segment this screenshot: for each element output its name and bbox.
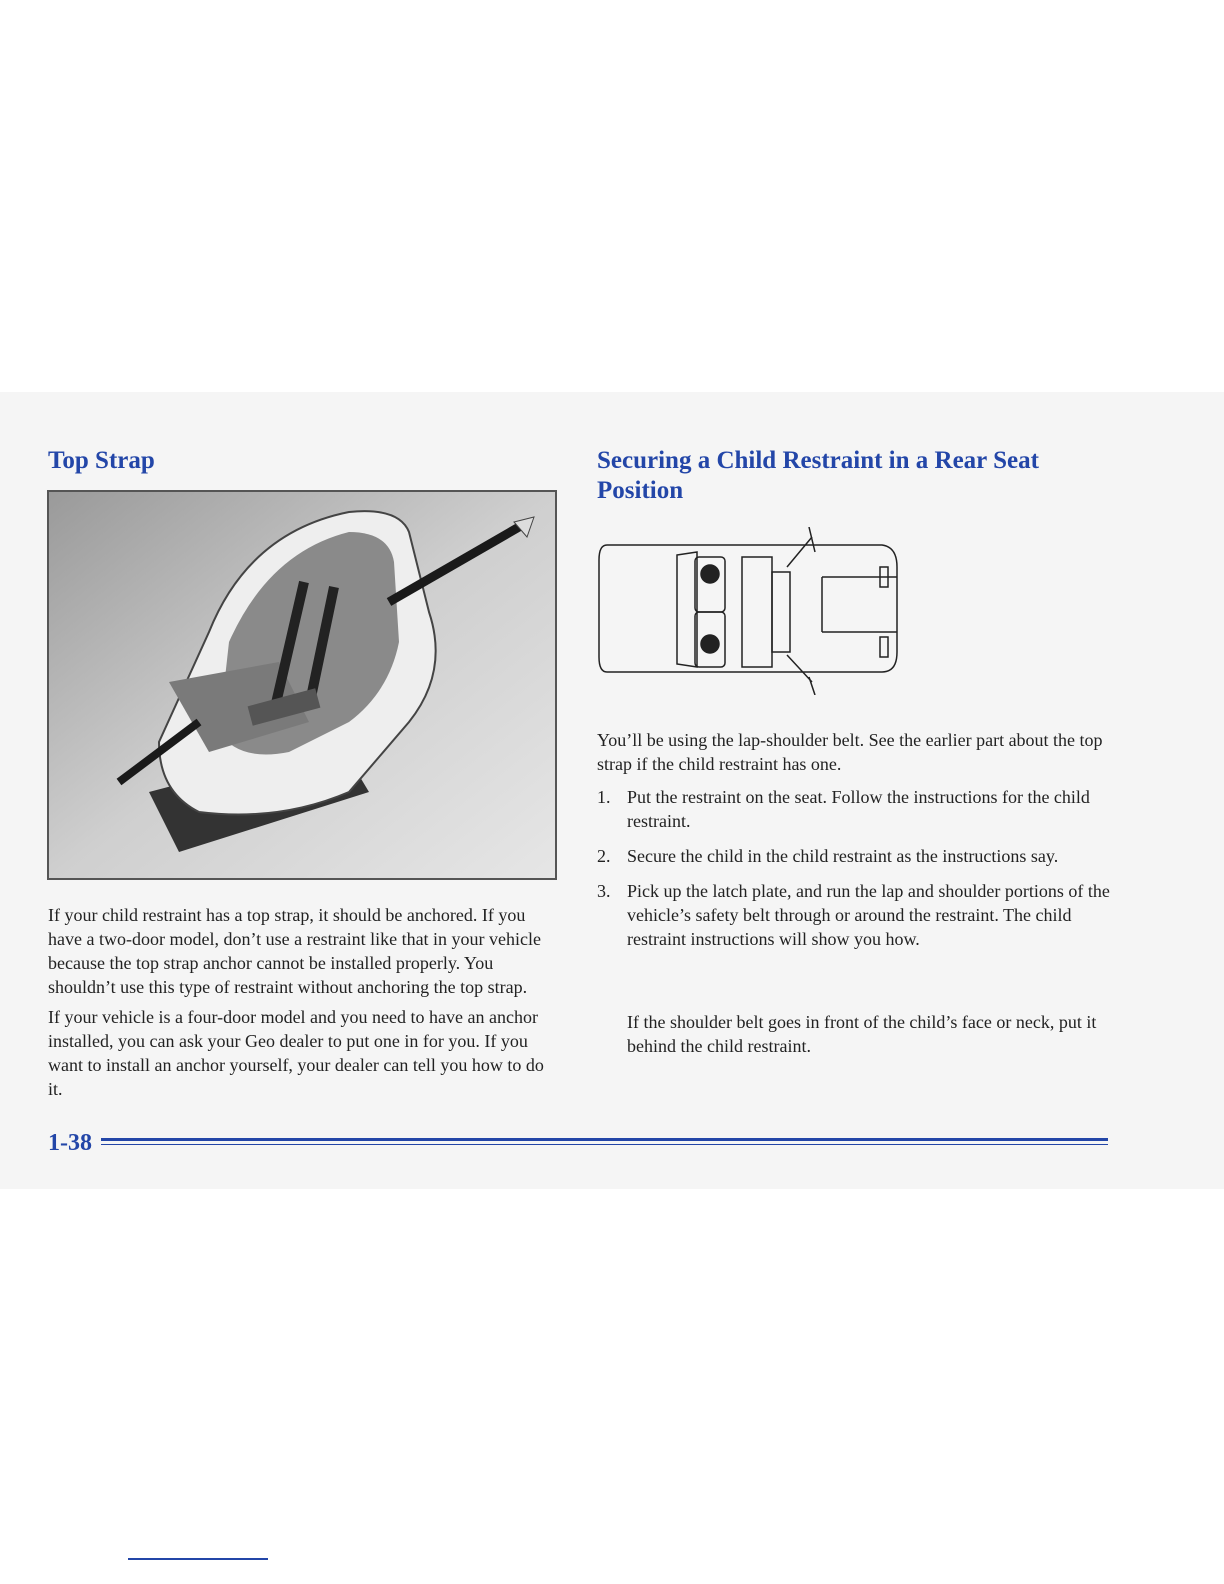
child-seat-illustration — [47, 490, 557, 880]
bottom-link-underline — [128, 1558, 268, 1560]
steps-list — [597, 785, 1117, 962]
page-number: 1-38 — [48, 1130, 92, 1156]
vehicle-seat-position-diagram — [597, 527, 907, 695]
lap-shoulder-intro: You’ll be using the lap-shoulder belt. See the earlier part about the top strap if the child restraint has one. — [597, 730, 1103, 774]
list-item — [597, 785, 1117, 833]
footer-rule-thin — [101, 1144, 1108, 1145]
step-text: Pick up the latch plate, and run the lap and shoulder portions of the vehicle’s safety belt through or around the restraint. The child restraint instructions will show you how. — [627, 881, 1110, 949]
step-text: Put the restraint on the seat. Follow the instructions for the child restraint. — [627, 787, 1090, 831]
step-number: 1. — [597, 787, 611, 807]
list-item — [597, 844, 1117, 868]
top-strap-paragraph-2: If your vehicle is a four-door model and you need to have an anchor installed, you can ask your Geo dealer to put one in for you. If you want to install an anchor yourself, your dealer can tell you how to do it. — [48, 1007, 544, 1099]
step-text: Secure the child in the child restraint as the instructions say. — [627, 846, 1059, 866]
securing-rear-seat-heading: Securing a Child Restraint in a Rear Seat Position — [597, 447, 1039, 504]
top-strap-heading: Top Strap — [48, 447, 155, 474]
shoulder-belt-note: If the shoulder belt goes in front of the child’s face or neck, put it behind the child restraint. — [627, 1012, 1097, 1056]
list-item — [597, 879, 1117, 951]
top-strap-paragraph-1: If your child restraint has a top strap, it should be anchored. If you have a two-door model, don’t use a restraint like that in your vehicle because the top strap anchor cannot be installed properly. You shouldn’t use this type of restraint without anchoring the top strap. — [48, 905, 542, 997]
footer-rule — [101, 1138, 1108, 1141]
step-number: 3. — [597, 881, 611, 901]
step-number: 2. — [597, 846, 611, 866]
